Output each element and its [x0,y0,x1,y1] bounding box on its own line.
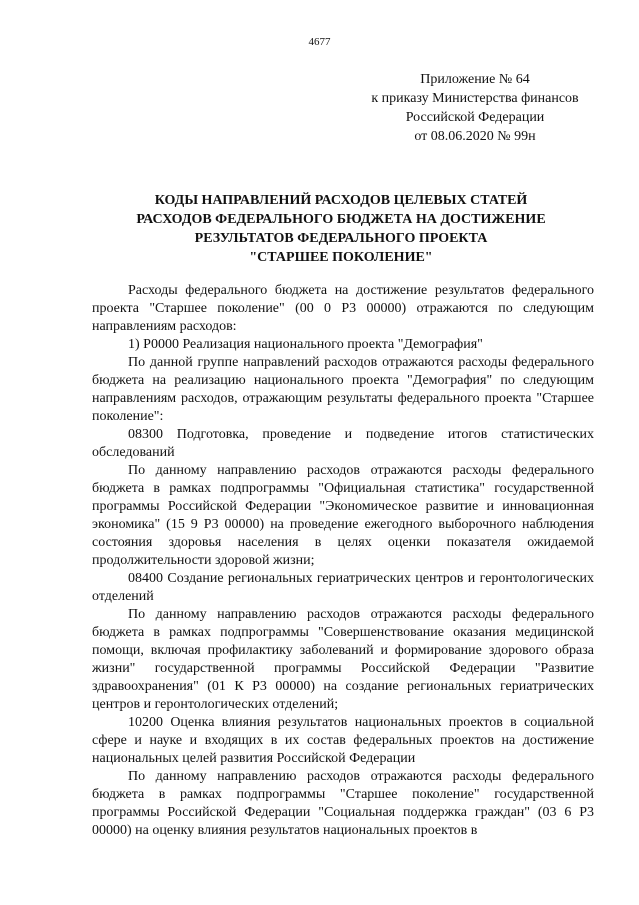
paragraph: 08400 Создание региональных гериатрических центров и геронтологических отделений [92,571,594,604]
paragraph: 08300 Подготовка, проведение и подведение итогов статистических обследований [92,427,594,460]
paragraph: По данному направлению расходов отражаются расходы федерального бюджета в рамках подпрограммы "Старшее поколение" государственной программы Российской Федерации "Социальная поддержка граждан" (03 6 P3 00000) на оценку влияния результатов национальных проектов в [92,769,594,838]
title-line: РАСХОДОВ ФЕДЕРАЛЬНОГО БЮДЖЕТА НА ДОСТИЖЕНИЕ [136,212,546,227]
title-line: КОДЫ НАПРАВЛЕНИЙ РАСХОДОВ ЦЕЛЕВЫХ СТАТЕЙ [154,193,528,208]
appendix-line: от 08.06.2020 № 99н [414,129,536,144]
document-body [92,282,594,840]
paragraph: По данному направлению расходов отражаются расходы федерального бюджета в рамках подпрограммы "Официальная статистика" государственной программы Российской Федерации "Экономическое развитие и инновационная экономика" (15 9 P3 00000) на проведение ежегодного выборочного наблюдения состояния здоровья населения в целях оценки показателя ожидаемой продолжительности здоровой жизни; [92,463,594,568]
paragraph: По данной группе направлений расходов отражаются расходы федерального бюджета на реализацию национального проекта "Демография" по следующим направлениям расходов, отражающим результаты федерального проекта "Старшее поколение": [92,355,594,424]
paragraph: 1) P0000 Реализация национального проекта "Демография" [128,337,483,352]
appendix-line: к приказу Министерства финансов [371,91,579,106]
appendix-line: Российской Федерации [405,110,545,125]
paragraph: 10200 Оценка влияния результатов национальных проектов в социальной сфере и науке и входящих в их состав федеральных проектов на достижение национальных целей развития Российской Федерации [92,715,594,766]
paragraph: По данному направлению расходов отражаются расходы федерального бюджета в рамках подпрограммы "Совершенствование оказания медицинской помощи, включая профилактику заболеваний и формирование здорового образа жизни" государственной программы Российской Федерации "Развитие здравоохранения" (01 К P3 00000) на создание региональных гериатрических центров и геронтологических отделений; [92,607,594,712]
title-line: "СТАРШЕЕ ПОКОЛЕНИЕ" [249,250,433,265]
paragraph: Расходы федерального бюджета на достижение результатов федерального проекта "Старшее поколение" (00 0 P3 00000) отражаются по следующим направлениям расходов: [92,283,594,334]
page-number: 4677 [308,36,331,48]
title-line: РЕЗУЛЬТАТОВ ФЕДЕРАЛЬНОГО ПРОЕКТА [194,231,488,246]
document-title [90,191,592,267]
appendix-block [355,70,595,146]
appendix-line: Приложение № 64 [420,72,530,87]
